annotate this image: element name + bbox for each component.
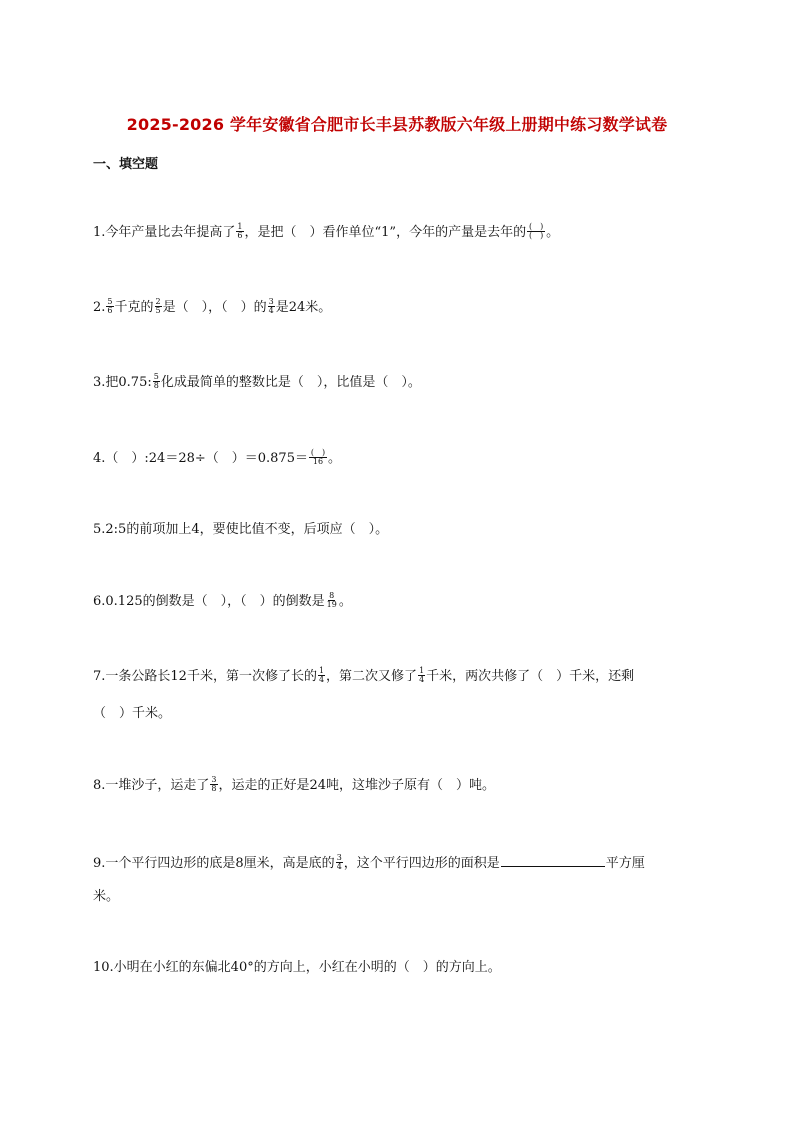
q9-answer-blank[interactable]	[501, 852, 605, 867]
question-7: 7.一条公路长12千米，第一次修了长的 $\frac{1}{4}$ ，第二次又修了 $\frac{1}{4}$ 千米，两次共修了（ ）千米，还剩	[93, 666, 635, 684]
question-2: 2. $\frac{5}{6}$ 千克的 $\frac{2}{5}$ 是（ ），（ ）的 $\frac{3}{4}$ 是24米。	[93, 297, 332, 315]
question-10: 10.小明在小红的东偏北40°的方向上，小红在小明的（ ）的方向上。	[93, 960, 501, 975]
q4-fraction-1: $\frac{( )}{16}$	[310, 448, 326, 466]
q8-fraction-1: $\frac{3}{8}$	[211, 775, 217, 793]
q7-fraction-2: $\frac{1}{4}$	[419, 666, 425, 684]
q3-fraction-1: $\frac{5}{8}$	[153, 372, 159, 390]
q6-fraction-1: $\frac{8}{19}$	[326, 591, 337, 609]
q7-fraction-1: $\frac{1}{4}$	[318, 666, 325, 684]
question-1	[93, 224, 559, 242]
question-4: 4.（ ）:24＝28÷（ ）＝0.875＝ $\frac{( )}{16}$ 。	[93, 448, 341, 466]
question-6: 6.0.125的倒数是（ ），（ ）的倒数是 $\frac{8}{19}$ 。	[93, 591, 352, 609]
q1-text-b: ，是把（ ）看作单位“1”，今年的产量是去年的	[244, 225, 527, 240]
question-7-line-2: （ ）千米。	[93, 706, 172, 721]
q1-text-a: 1.今年产量比去年提高了	[93, 225, 236, 240]
q2-fraction-2: $\frac{2}{5}$	[155, 297, 161, 315]
question-5: 5.2:5的前项加上4，要使比值不变，后项应（ ）。	[93, 522, 389, 537]
question-3: 3.把0.75: $\frac{5}{8}$ 化成最简单的整数比是（ ），比值是（ ）。	[93, 372, 421, 390]
q1-text-c: 。	[546, 225, 560, 240]
question-9: 9.一个平行四边形的底是8厘米，高是底的 $\frac{3}{4}$ ，这个平行四边形的面积是 平方厘	[93, 853, 645, 871]
q1-fraction-2: $\frac{( )}{( )}$	[528, 222, 544, 240]
section-heading: 一、填空题	[93, 157, 159, 172]
page-title: 2025-2026 学年安徽省合肥市长丰县苏教版六年级上册期中练习数学试卷	[126, 115, 668, 134]
question-9-line-2: 米。	[93, 889, 120, 904]
q1-fraction-1: $\frac{1}{6}$	[237, 222, 243, 240]
question-8: 8.一堆沙子，运走了 $\frac{3}{8}$ ，运走的正好是24吨，这堆沙子原有（ ）吨。	[93, 775, 496, 793]
q2-fraction-3: $\frac{3}{4}$	[268, 297, 274, 315]
q2-fraction-1: $\frac{5}{6}$	[107, 297, 113, 315]
q9-fraction-1: $\frac{3}{4}$	[336, 853, 342, 871]
